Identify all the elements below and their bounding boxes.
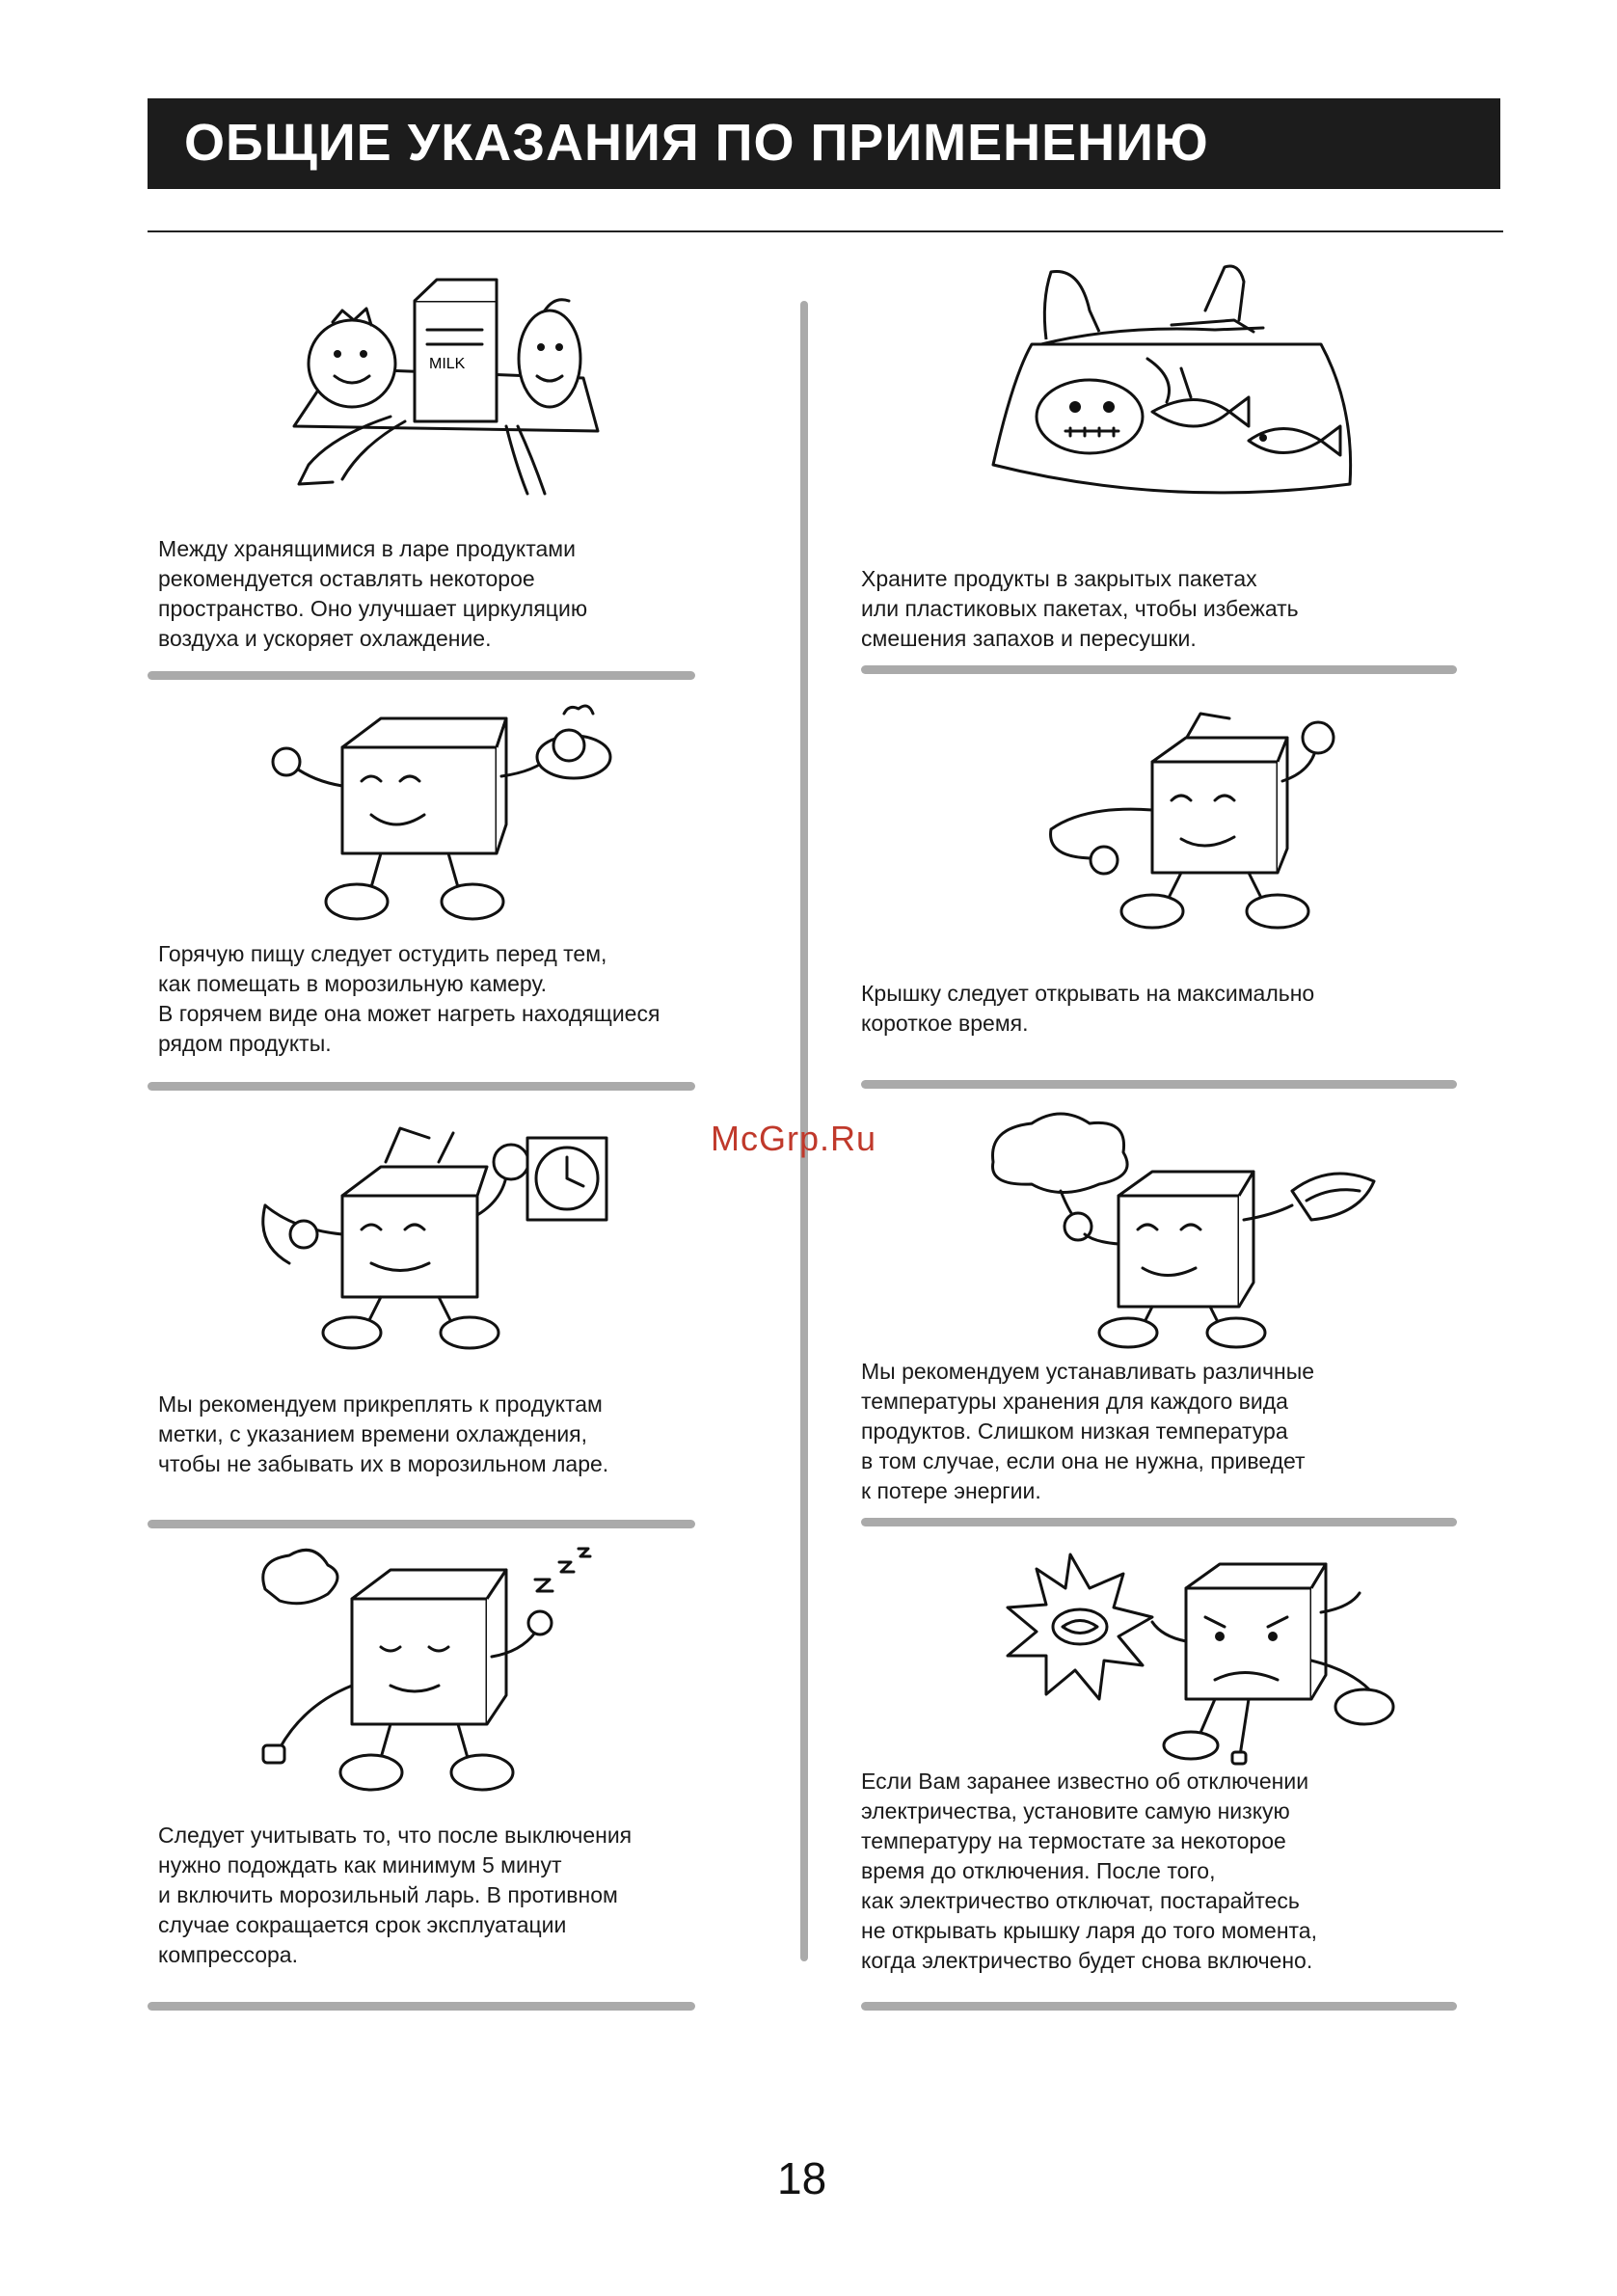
- freezer-clock-illustration: [246, 1109, 632, 1350]
- page-number: 18: [777, 2153, 827, 2203]
- tip-temperature-text: Мы рекомендуем устанавливать различные температуры хранения для каждого вида продуктов. Слишком низкая температура в том случае, если она не нужна, приведет к потере энергии.: [861, 1359, 1315, 1503]
- header-bar: [148, 98, 1500, 189]
- separator: [148, 2002, 695, 2011]
- tip-sealed-bag-text: Храните продукты в закрытых пакетах или пластиковых пакетах, чтобы избежать смешения запахов и пересушки.: [861, 566, 1299, 651]
- svg-text:MILK: MILK: [429, 356, 466, 372]
- separator: [861, 2002, 1457, 2011]
- tip-power-outage-text: Если Вам заранее известно об отключении электричества, установите самую низкую температуру на термостате за некоторое время до отключения. После того, как электричество отключат, постарайтесь не открывать крышку ларя до того момента, когда электричество будет снова включено.: [861, 1769, 1317, 1973]
- tip-open-lid-text: Крышку следует открывать на максимально короткое время.: [861, 981, 1315, 1036]
- food-spacing-illustration: [275, 272, 607, 503]
- separator: [148, 1520, 695, 1528]
- separator: [861, 1518, 1457, 1526]
- page-title: ОБЩИЕ УКАЗАНИЯ ПО ПРИМЕНЕНИЮ: [184, 114, 1209, 172]
- separator: [148, 1082, 695, 1091]
- temperature-illustration: [984, 1109, 1403, 1350]
- hot-food-illustration: [256, 689, 622, 926]
- power-outage-illustration: [993, 1535, 1398, 1767]
- tip-freezer-clock-text: Мы рекомендуем прикреплять к продуктам метки, с указанием времени охлаждения, чтобы не забывать их в морозильном ларе.: [158, 1391, 609, 1476]
- tip-hot-food-text: Горячую пищу следует остудить перед тем, как помещать в морозильную камеру. В горячем виде она может нагреть находящиеся рядом продукты.: [158, 941, 660, 1056]
- separator: [148, 671, 695, 680]
- sealed-bag-illustration: [974, 262, 1360, 508]
- tip-food-spacing-text: Между хранящимися в ларе продуктами рекомендуется оставлять некоторое пространство. Оно улучшает циркуляцию воздуха и ускоряет охлаждение.: [158, 536, 588, 651]
- watermark: McGrp.Ru: [711, 1119, 877, 1158]
- header-rule: [148, 230, 1503, 232]
- separator: [861, 665, 1457, 674]
- open-lid-illustration: [1037, 694, 1345, 931]
- sleeping-freezer-illustration: [246, 1541, 612, 1801]
- separator: [861, 1080, 1457, 1089]
- tip-sleeping-freezer-text: Следует учитывать то, что после выключения нужно подождать как минимум 5 минут и включить морозильный ларь. В противном случае сокращается срок эксплуатации компрессора.: [158, 1823, 633, 1967]
